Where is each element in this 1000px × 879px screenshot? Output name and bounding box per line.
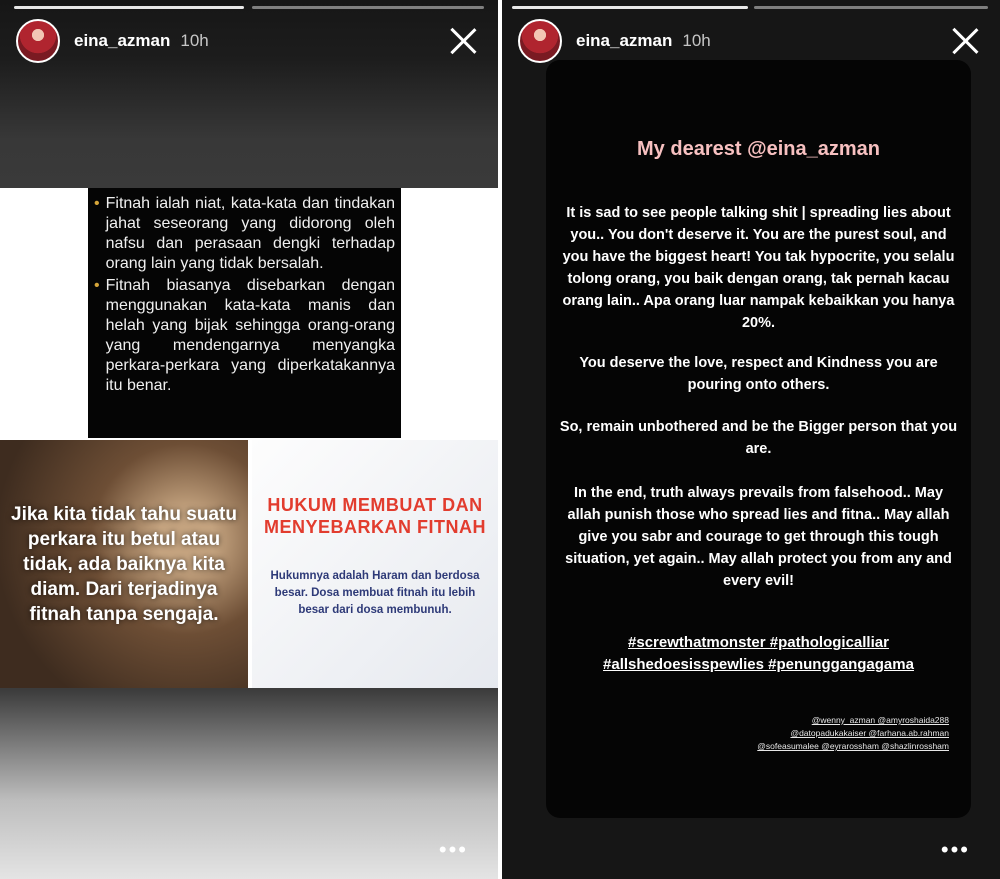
- quote-text: Jika kita tidak tahu suatu perkara itu betul atau tidak, ada baiknya kita diam. Dari terjadinya fitnah tanpa sengaja.: [11, 503, 237, 625]
- fitnah-definition-box: [88, 188, 401, 438]
- more-options-icon[interactable]: •••: [438, 837, 468, 862]
- story-progress-segment: [754, 6, 988, 9]
- timestamp: 10h: [682, 31, 711, 50]
- bullet-icon: •: [94, 195, 100, 212]
- list-item: [94, 194, 395, 274]
- timestamp: 10h: [180, 31, 209, 50]
- story-progress-segment: [512, 6, 748, 9]
- bullet-text: Fitnah biasanya disebarkan dengan menggunakan kata-kata manis dan helah yang bijak sehingga orang-orang yang mendengarnya menyangka perkara-perkara yang diperkatakannya itu benar.: [105, 277, 395, 394]
- mentions: [757, 714, 949, 753]
- username[interactable]: eina_azman: [74, 31, 171, 50]
- hukum-poster: [252, 440, 498, 688]
- username[interactable]: eina_azman: [576, 31, 673, 50]
- message-paragraph: You deserve the love, respect and Kindness you are pouring onto others.: [579, 355, 938, 393]
- message-paragraph: In the end, truth always prevails from falsehood.. May allah punish those who spread lies and fitna.. May allah give you sabr and courage to get through this tough situation, yet again.. May allah protect you from any and every evil!: [565, 485, 952, 589]
- story-progress-segment: [252, 6, 484, 9]
- avatar[interactable]: [518, 19, 562, 63]
- hashtags: [546, 632, 971, 676]
- mention-line[interactable]: @wenny_azman @amyroshaida288: [811, 715, 949, 725]
- story-image-collage: [0, 188, 498, 688]
- greeting: My dearest @eina_azman: [637, 138, 880, 160]
- quote-image: [0, 440, 248, 688]
- mention-line[interactable]: @datopadukakaiser @farhana.ab.rahman: [790, 728, 949, 738]
- story-progress-segment: [14, 6, 244, 9]
- story-right[interactable]: [502, 0, 1000, 879]
- message-paragraph: It is sad to see people talking shit | spreading lies about you.. You don't deserve it. You are the purest soul, and you have the biggest heart! You tak hypocrite, you selalu tolong orang, you baik dengan orang, tak pernah kacau orang lain.. Apa orang luar nampak kebaikkan you hanya 20%.: [562, 205, 955, 331]
- list-item: [94, 276, 395, 396]
- bullet-icon: •: [94, 277, 100, 294]
- story-header: [16, 18, 486, 64]
- mention-line[interactable]: @sofeasumalee @eyrarossham @shazlinrossham: [757, 741, 949, 751]
- avatar[interactable]: [16, 19, 60, 63]
- story-text-card: [546, 60, 971, 818]
- close-icon[interactable]: [448, 26, 478, 56]
- message-paragraph: So, remain unbothered and be the Bigger person that you are.: [559, 419, 958, 457]
- hashtag-link[interactable]: #screwthatmonster #pathologicalliar: [628, 634, 889, 651]
- story-header: [518, 18, 988, 64]
- hashtag-link[interactable]: #allshedoesisspewlies #penunggangagama: [603, 656, 914, 673]
- bullet-text: Fitnah ialah niat, kata-kata dan tindakan jahat seseorang yang didorong oleh nafsu dan perasaan dengki terhadap orang lain yang tidak bersalah.: [105, 195, 395, 272]
- more-options-icon[interactable]: •••: [940, 837, 970, 862]
- close-icon[interactable]: [950, 26, 980, 56]
- story-left[interactable]: [0, 0, 498, 879]
- poster-body: Hukumnya adalah Haram dan berdosa besar. Dosa membuat fitnah itu lebih besar dari dosa membunuh.: [270, 570, 480, 616]
- poster-title: HUKUM MEMBUAT DAN MENYEBARKAN FITNAH: [264, 495, 486, 537]
